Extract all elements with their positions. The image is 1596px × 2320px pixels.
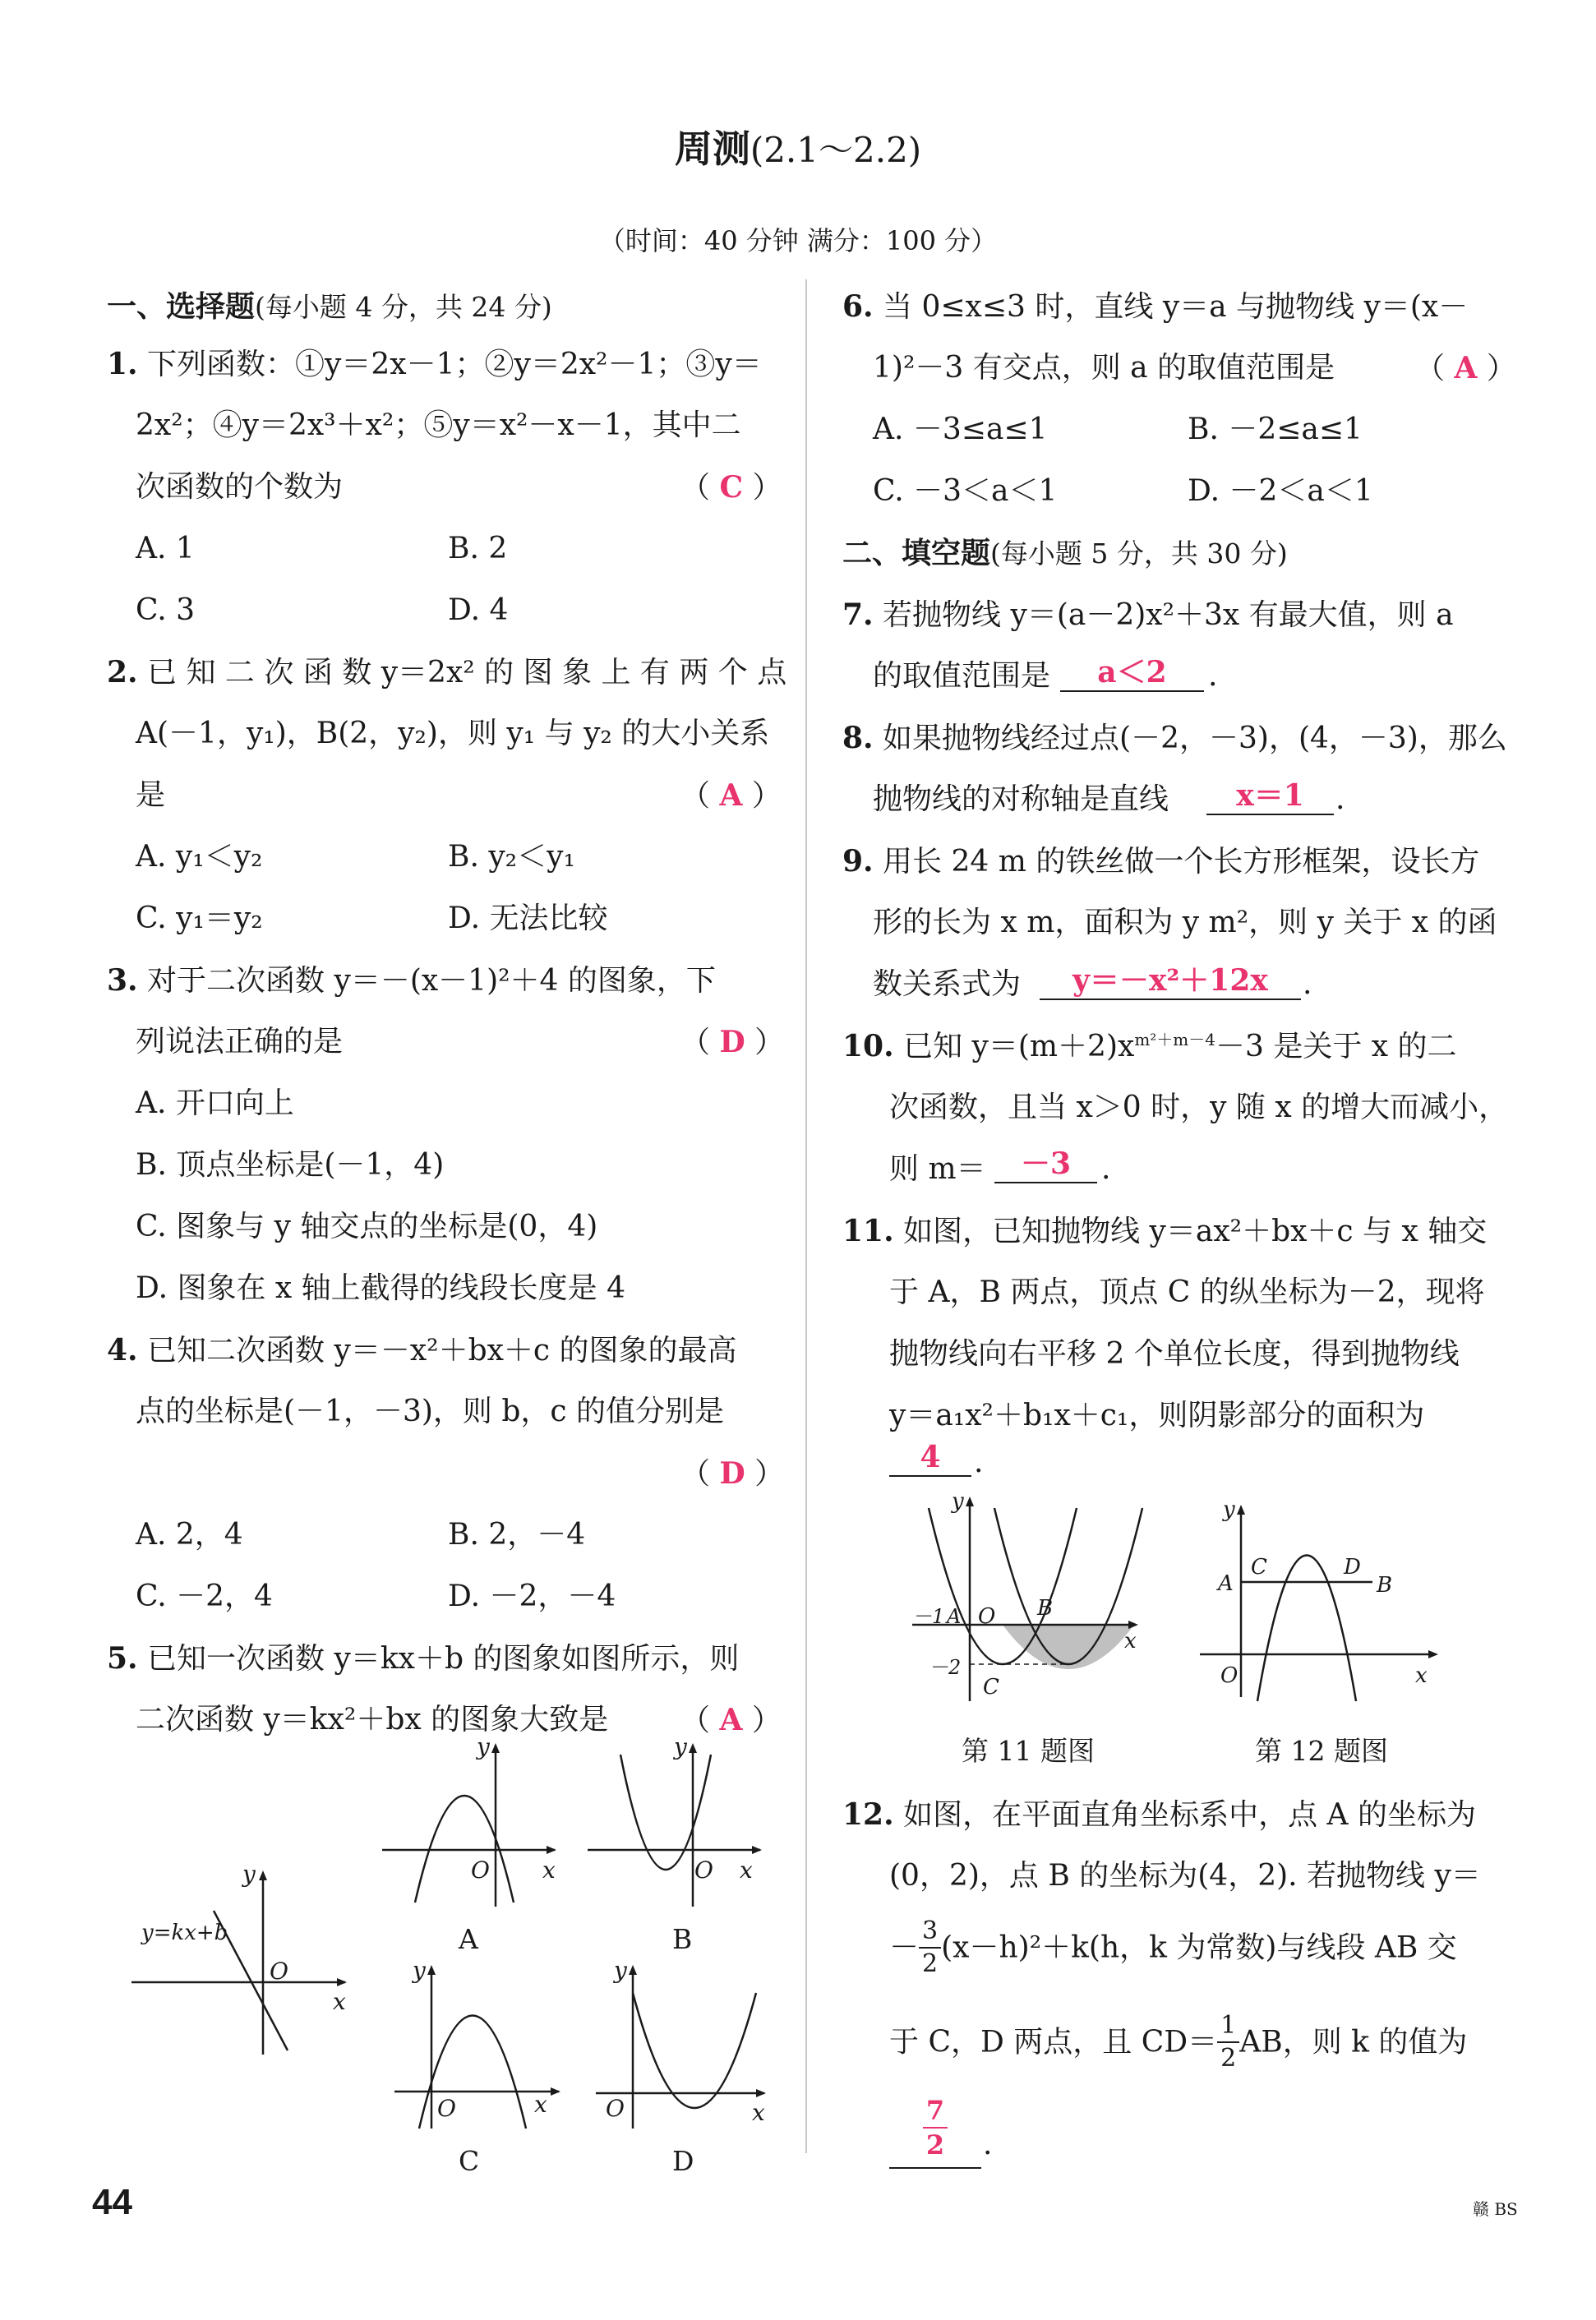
q12-line3: [889, 1916, 1457, 1978]
q8-number: 8.: [842, 721, 874, 755]
q2-line2: A(－1，y₁)，B(2，y₂)，则 y₁ 与 y₂ 的大小关系: [136, 717, 770, 750]
x-label: x: [333, 1988, 346, 2015]
fraction-numerator: 3: [919, 1919, 941, 1949]
q12-text4a: 于 C，D 两点，且 CD＝: [889, 2025, 1218, 2059]
x-arrow: [1128, 1621, 1138, 1629]
q9-answer-blank: y＝－x²＋12x: [1040, 966, 1301, 1000]
q1-line1: [107, 349, 762, 380]
section-choice-heading: [107, 289, 552, 324]
q3-text1: 对于二次函数 y＝－(x－1)²＋4 的图象，下: [147, 964, 716, 998]
q5-text1: 已知一次函数 y＝kx＋b 的图象如图所示，则: [147, 1642, 740, 1676]
q2-answer-bracket: （ A ）: [680, 778, 782, 813]
q7-text1: 若抛物线 y＝(a－2)x²＋3x 有最大值，则 a: [883, 598, 1454, 632]
point-c-label: C: [983, 1675, 999, 1700]
y-label: y: [413, 1957, 426, 1984]
q4-option-d: D. －2，－4: [448, 1580, 616, 1613]
q11-line4: y＝a₁x²＋b₁x＋c₁，则阴影部分的面积为: [889, 1399, 1425, 1432]
q2-line3: 是: [136, 778, 166, 812]
x-arrow: [1428, 1650, 1438, 1658]
answer-denominator: 2: [925, 2129, 945, 2161]
q5-option-c-label: C: [459, 2145, 480, 2177]
exam-info: （时间：40 分钟 满分：100 分）: [598, 225, 998, 256]
x-label: x: [740, 1856, 753, 1884]
x-label: x: [534, 2091, 547, 2118]
q11-line1: [842, 1216, 1487, 1247]
q4-answer: D: [719, 1456, 745, 1491]
origin-label: O: [1220, 1663, 1239, 1688]
q3-answer: D: [719, 1025, 745, 1059]
q5-option-b-label: B: [672, 1923, 693, 1955]
section-title: 一、选择题: [107, 289, 256, 324]
x-arrow: [756, 2089, 766, 2097]
q10-exponent: m²＋m－4: [1134, 1030, 1215, 1049]
q9-line2: 形的长为 x m，面积为 y m²，则 y 关于 x 的函: [873, 906, 1497, 939]
column-divider: [805, 279, 807, 2153]
q12-line2: (0，2)，点 B 的坐标为(4，2). 若抛物线 y＝: [889, 1859, 1481, 1893]
y-arrow: [1237, 1505, 1245, 1515]
q3-option-b: B. 顶点坐标是(－1，4): [136, 1148, 445, 1182]
origin-label: O: [694, 1856, 713, 1884]
y-arrow: [427, 1965, 436, 1975]
x-label: x: [542, 1856, 556, 1884]
neg1-label: －1: [912, 1605, 945, 1628]
y-arrow: [966, 1497, 974, 1506]
figure-11-caption: 第 11 题图: [962, 1735, 1095, 1767]
q11-number: 11.: [842, 1214, 894, 1248]
q6-option-d: D. －2＜a＜1: [1188, 474, 1373, 508]
q12-text4b: AB，则 k 的值为: [1239, 2025, 1468, 2059]
q10-text1b: －3 是关于 x 的二: [1215, 1030, 1457, 1063]
q7-number: 7.: [842, 597, 874, 632]
section-note: (每小题 4 分，共 24 分): [255, 291, 552, 323]
q4-text1: 已知二次函数 y＝－x²＋bx＋c 的图象的最高: [147, 1334, 737, 1368]
fraction-denominator: 2: [1220, 2044, 1237, 2073]
q6-text1: 当 0≤x≤3 时，直线 y＝a 与抛物线 y＝(x－: [883, 290, 1469, 324]
y-label: y: [1223, 1497, 1235, 1522]
page-number: 44: [92, 2182, 132, 2222]
x-arrow: [551, 2087, 560, 2096]
q3-option-c: C. 图象与 y 轴交点的坐标是(0，4): [136, 1210, 598, 1243]
q12-line1: [842, 1797, 1476, 1832]
point-c-label: C: [1251, 1555, 1267, 1580]
q1-line3: 次函数的个数为: [136, 470, 344, 504]
q3-option-d: D. 图象在 x 轴上截得的线段长度是 4: [136, 1271, 626, 1305]
q10-answer-blank: －3: [994, 1149, 1097, 1183]
q8-answer-blank: x＝1: [1206, 781, 1334, 815]
q1-answer-bracket: （ C ）: [680, 470, 782, 505]
q5-option-b-graph: [588, 1733, 777, 1911]
q2-option-c: C. y₁＝y₂: [136, 902, 263, 935]
q1-text1: 下列函数：①y＝2x－1；②y＝2x²－1；③y＝: [147, 348, 762, 381]
neg2-label: －2: [929, 1656, 962, 1679]
q1-option-d: D. 4: [448, 593, 509, 627]
q7-line1: [842, 597, 1454, 632]
q11-line2: 于 A，B 两点，顶点 C 的纵坐标为－2，现将: [889, 1275, 1485, 1309]
x-arrow: [337, 1978, 347, 1986]
q5-option-c-graph: [394, 1957, 575, 2133]
page-title: [0, 119, 1596, 173]
q2-number: 2.: [107, 655, 138, 690]
parabola: [1257, 1556, 1356, 1702]
q10-text1: 已知 y＝(m＋2)x: [903, 1030, 1135, 1063]
q12-line4: [889, 2013, 1467, 2071]
q1-answer: C: [719, 470, 744, 505]
q5-option-a-label: A: [459, 1923, 478, 1955]
q8-line2a: 抛物线的对称轴是直线: [873, 782, 1169, 816]
fraction-denominator: 2: [922, 1949, 939, 1978]
q5-linear-graph: [131, 1861, 353, 2063]
q6-number: 6.: [842, 289, 874, 324]
y-arrow: [689, 1743, 697, 1753]
y-label: y: [477, 1733, 490, 1760]
q12-answer-blank: [889, 2097, 981, 2169]
q5-line1: [107, 1641, 740, 1676]
q4-line2: 点的坐标是(－1，－3)，则 b，c 的值分别是: [136, 1395, 724, 1428]
parabola: [633, 1993, 756, 2108]
q11-line3: 抛物线向右平移 2 个单位长度，得到抛物线: [889, 1337, 1460, 1371]
q9-period: .: [1303, 967, 1312, 1001]
line-label: y=kx+b: [141, 1921, 228, 1945]
q6-option-a: A. －3≤a≤1: [873, 413, 1048, 446]
q3-option-a: A. 开口向上: [136, 1086, 294, 1120]
point-b-label: B: [1037, 1596, 1054, 1621]
q5-option-d-label: D: [672, 2145, 694, 2177]
q2-option-a: A. y₁＜y₂: [136, 840, 263, 874]
q2-answer: A: [719, 778, 743, 813]
fraction-numerator: 1: [1217, 2013, 1239, 2043]
y-arrow: [629, 1965, 637, 1975]
q4-option-c: C. －2，4: [136, 1580, 273, 1613]
q8-line1: [842, 723, 1507, 754]
q5-option-a-graph: [382, 1733, 571, 1911]
q12-text3a: －: [889, 1930, 920, 1965]
shaded-fill: [1003, 1625, 1134, 1699]
figure-12: [1200, 1492, 1446, 1705]
q1-number: 1.: [107, 347, 138, 381]
q10-line1: [842, 1031, 1457, 1062]
answer-numerator: 7: [923, 2097, 948, 2129]
q12-period: .: [983, 2128, 993, 2161]
q6-option-b: B. －2≤a≤1: [1188, 413, 1363, 446]
q9-line1: [842, 846, 1479, 877]
parabola: [620, 1755, 711, 1870]
q10-line3a: 则 m＝: [889, 1152, 986, 1186]
q6-line2: 1)²－3 有交点，则 a 的取值范围是: [873, 351, 1335, 385]
q10-number: 10.: [842, 1029, 894, 1063]
q12-fraction-one-half: [1217, 2013, 1239, 2071]
q1-option-a: A. 1: [136, 532, 195, 565]
section-title: 二、填空题: [842, 536, 991, 570]
origin-label: O: [437, 2095, 456, 2122]
q1-option-b: B. 2: [448, 532, 508, 565]
q10-line2: 次函数，且当 x＞0 时，y 随 x 的增大而减小，: [889, 1091, 1509, 1124]
x-label: x: [1124, 1629, 1137, 1654]
section-fill-heading: [842, 538, 1288, 568]
point-b-label: B: [1377, 1573, 1393, 1598]
q7-answer-blank: a＜2: [1060, 657, 1204, 692]
q4-option-b: B. 2，－4: [448, 1518, 586, 1552]
figure-12-caption: 第 12 题图: [1255, 1735, 1388, 1767]
y-arrow: [259, 1870, 267, 1880]
point-a-label: A: [1218, 1571, 1234, 1596]
q7-period: .: [1208, 659, 1218, 693]
x-label: x: [1415, 1663, 1428, 1688]
q12-text3b: (x－h)²＋k(h，k 为常数)与线段 AB 交: [941, 1930, 1457, 1965]
x-arrow: [752, 1846, 762, 1854]
y-arrow: [491, 1743, 500, 1753]
q3-line1: [107, 963, 716, 998]
y-label: y: [242, 1861, 256, 1888]
q8-period: .: [1335, 782, 1345, 816]
q6-answer: A: [1454, 351, 1478, 385]
point-a-label: A: [947, 1605, 962, 1628]
q4-number: 4.: [107, 1333, 138, 1368]
q6-answer-bracket: （ A ）: [1415, 351, 1516, 385]
y-label: y: [674, 1733, 687, 1760]
y-label: y: [614, 1957, 627, 1984]
q4-line1: [107, 1335, 737, 1366]
q3-answer-bracket: （ D ）: [680, 1025, 785, 1059]
title-range: (2.1～2.2): [750, 130, 922, 170]
q12-answer-fraction: [923, 2095, 948, 2161]
q5-answer: A: [719, 1703, 743, 1737]
figure-11: [904, 1489, 1151, 1705]
q5-option-d-graph: [596, 1957, 777, 2133]
q12-number: 12.: [842, 1797, 894, 1832]
q4-answer-bracket: （ D ）: [680, 1456, 785, 1491]
title-main: 周测: [674, 127, 750, 171]
origin-label: O: [606, 2095, 625, 2122]
x-label: x: [752, 2099, 765, 2126]
q6-line1: [842, 289, 1469, 324]
q9-line3a: 数关系式为: [873, 967, 1022, 1001]
q12-text1: 如图，在平面直角坐标系中，点 A 的坐标为: [903, 1798, 1476, 1832]
q2-option-b: B. y₂＜y₁: [448, 840, 575, 874]
q8-text1: 如果抛物线经过点(－2，－3)，(4，－3)，那么: [883, 722, 1507, 755]
q12-fraction-three-halves: [919, 1916, 941, 1978]
q2-text1: 已 知 二 次 函 数 y＝2x² 的 图 象 上 有 两 个 点: [147, 656, 787, 690]
parabola: [419, 2016, 526, 2129]
origin-label: O: [471, 1856, 490, 1884]
q4-option-a: A. 2，4: [136, 1518, 243, 1552]
q3-number: 3.: [107, 963, 138, 998]
point-d-label: D: [1344, 1555, 1361, 1580]
origin-label: O: [270, 1958, 288, 1985]
q5-answer-bracket: （ A ）: [680, 1703, 782, 1737]
q7-line2a: 的取值范围是: [873, 659, 1051, 693]
footer-edition: 赣 BS: [1473, 2199, 1518, 2219]
y-label: y: [952, 1489, 964, 1514]
q1-option-c: C. 3: [136, 593, 196, 627]
q6-option-c: C. －3＜a＜1: [873, 474, 1058, 508]
q11-answer-blank: 4: [889, 1442, 971, 1477]
q2-option-d: D. 无法比较: [448, 902, 608, 935]
q10-period: .: [1101, 1152, 1111, 1186]
q5-number: 5.: [107, 1641, 138, 1676]
q1-line2: 2x²；④y＝2x³＋x²；⑤y＝x²－x－1，其中二: [136, 408, 741, 442]
section-note: (每小题 5 分，共 30 分): [990, 537, 1288, 570]
q11-period: .: [974, 1446, 984, 1479]
q2-line1: [107, 657, 786, 688]
q11-text1: 如图，已知抛物线 y＝ax²＋bx＋c 与 x 轴交: [903, 1215, 1488, 1248]
q3-line2: 列说法正确的是: [136, 1025, 344, 1059]
q9-number: 9.: [842, 844, 874, 879]
origin-label: O: [978, 1604, 996, 1629]
q9-text1: 用长 24 m 的铁丝做一个长方形框架，设长方: [883, 845, 1480, 879]
q5-line2: 二次函数 y＝kx²＋bx 的图象大致是: [136, 1703, 609, 1737]
x-arrow: [547, 1846, 556, 1854]
